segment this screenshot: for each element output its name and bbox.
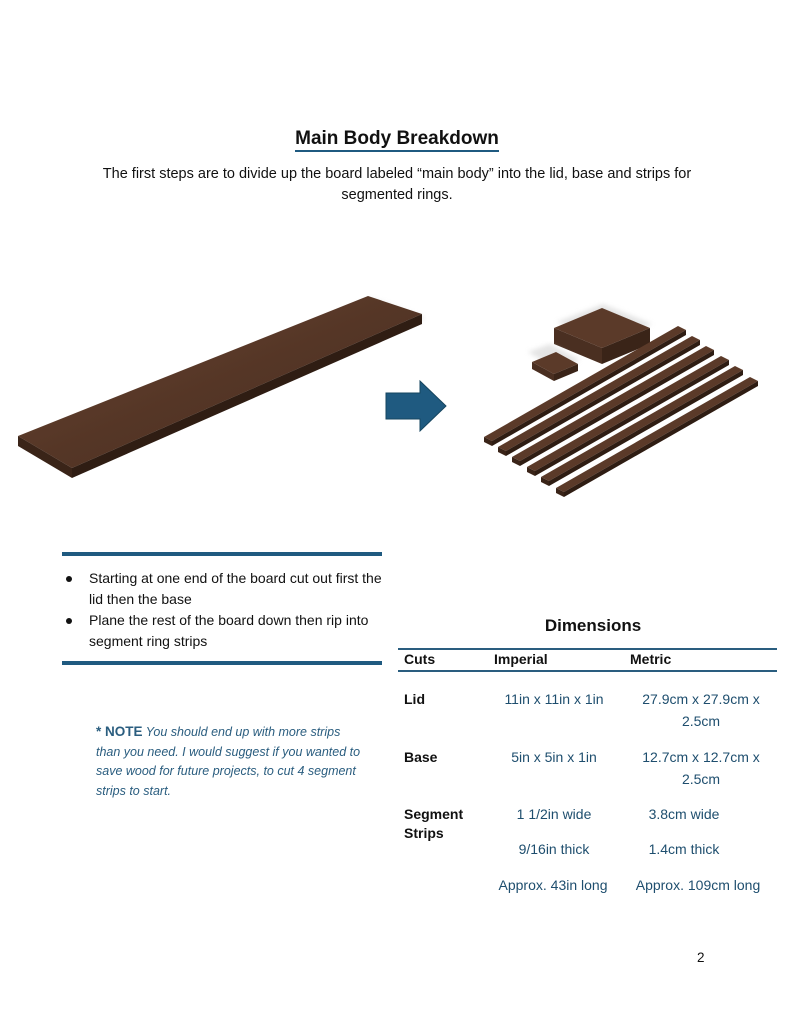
note-label: * NOTE [96, 724, 143, 739]
row-label-segment-strips: Segment Strips [404, 806, 464, 841]
page-title: Main Body Breakdown [0, 128, 794, 150]
page-number: 2 [697, 950, 705, 965]
lid-imperial: 11in x 11in x 1in [504, 691, 604, 707]
base-metric: 12.7cm x 12.7cm x 2.5cm [642, 749, 760, 787]
arrow-right-icon [386, 381, 446, 431]
strips-metric-length: Approx. 109cm long [635, 877, 761, 893]
header-metric: Metric [630, 651, 672, 667]
list-item: Starting at one end of the board cut out first the lid then the base [62, 568, 382, 610]
intro-text: The first steps are to divide up the board labeled “main body” into the lid, base and strips for segmented rings. [102, 166, 692, 203]
dimensions-title: Dimensions [544, 616, 642, 635]
base-imperial: 5in x 5in x 1in [511, 749, 597, 765]
table-top-rule [398, 648, 777, 650]
note-text: You should end up with more strips than you need. I would suggest if you wanted to save wood for future projects, to cut 4 segment strips to start. [96, 725, 361, 798]
row-label-lid: Lid [404, 691, 425, 707]
strips-imperial-width: 1 1/2in wide [516, 806, 592, 822]
strips-metric-thickness: 1.4cm thick [648, 841, 720, 857]
header-imperial: Imperial [494, 651, 548, 667]
steps-top-rule [62, 552, 382, 556]
bullet-icon [66, 576, 72, 582]
steps-list [62, 568, 382, 652]
row-label-base: Base [404, 749, 438, 765]
main-body-board [18, 296, 426, 478]
board-illustration [0, 280, 794, 510]
strips-metric-width: 3.8cm wide [648, 806, 720, 822]
lid-metric: 27.9cm x 27.9cm x 2.5cm [642, 691, 760, 729]
note [96, 722, 366, 801]
bullet-icon [66, 618, 72, 624]
strips-imperial-thickness: 9/16in thick [518, 841, 590, 857]
table-header-rule [398, 670, 777, 672]
strips-imperial-length: Approx. 43in long [498, 877, 608, 893]
steps-bottom-rule [62, 661, 382, 665]
header-cuts: Cuts [404, 651, 436, 667]
list-item: Plane the rest of the board down then rip into segment ring strips [62, 610, 382, 652]
